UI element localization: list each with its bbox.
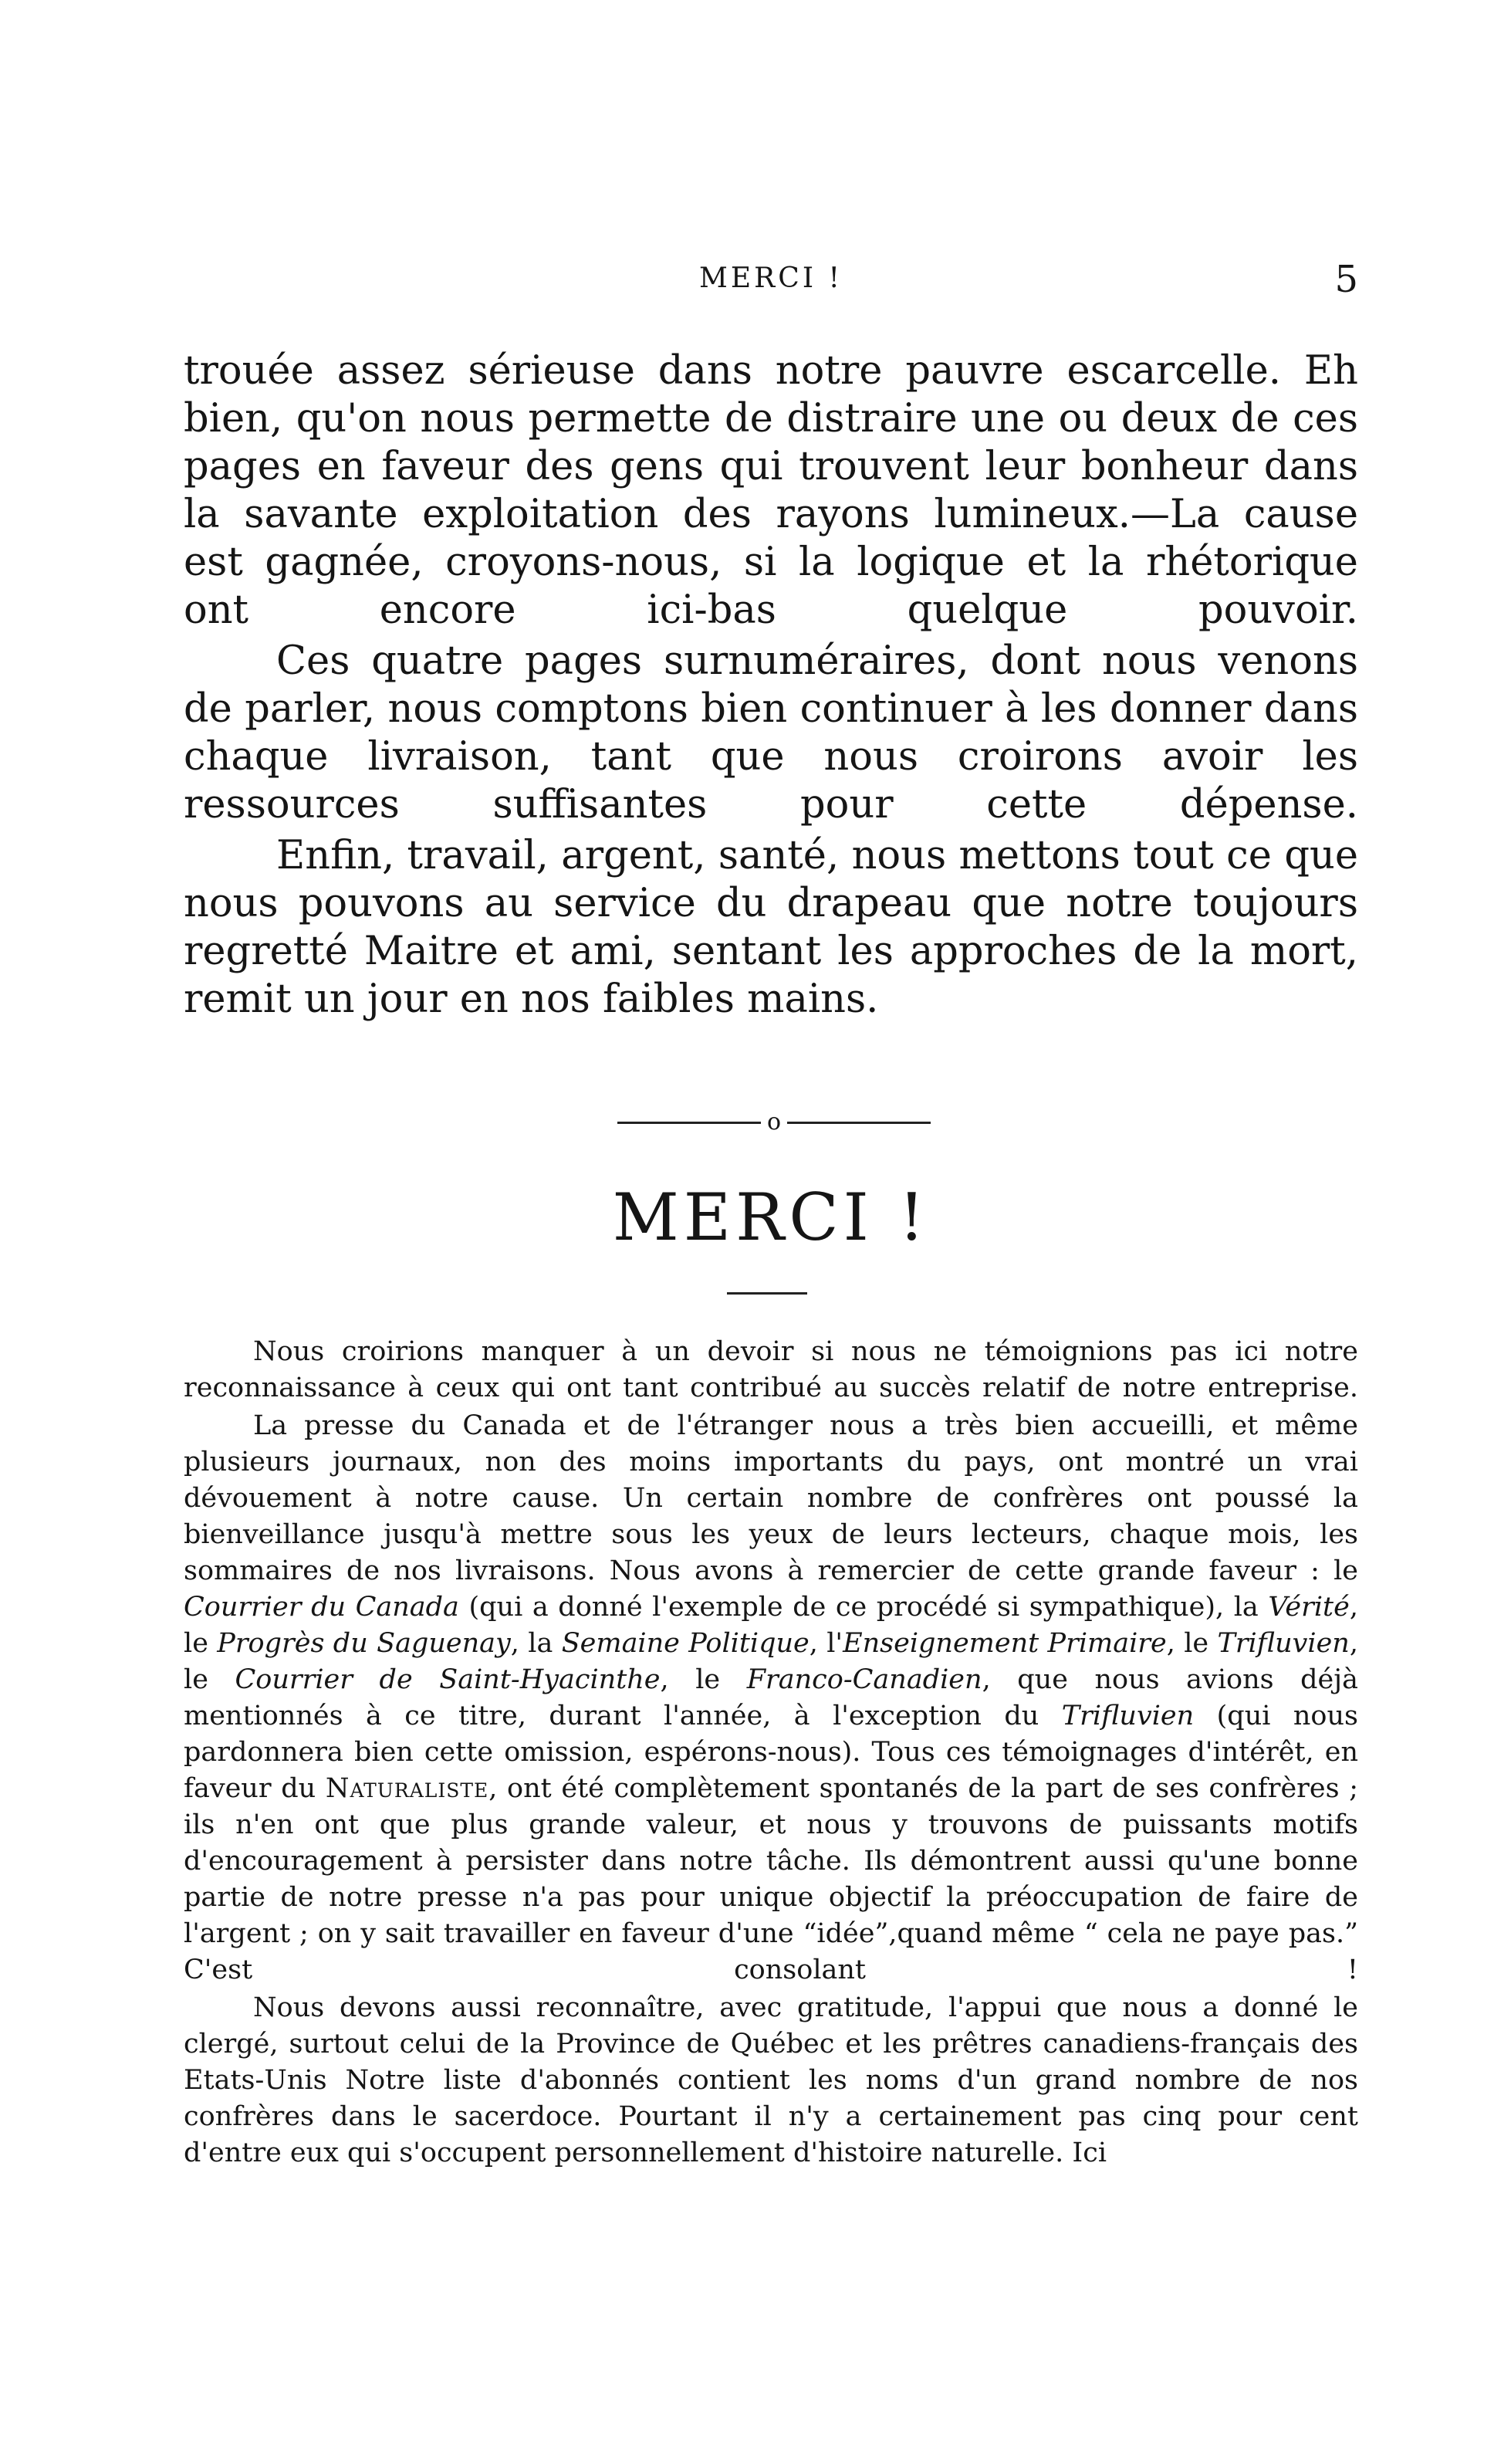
paragraph-press xyxy=(184,1408,1358,1988)
paragraph-continuation: trouée assez sérieuse dans notre pauvre escarcelle. Eh bien, qu'on nous permette de distraire une ou deux de ces pages en faveur des gens qui trouvent leur bonheur dans la savante exploitation des rayons lumineux.—La cause est gagnée, croyons-nous, si la logique et la rhétorique ont encore ici-bas quelque pouvoir. xyxy=(184,348,1358,633)
press-text-7: , le xyxy=(184,1628,1358,1695)
newspaper-progres-du-saguenay: Progrès du Saguenay xyxy=(217,1628,511,1659)
journal-name-naturaliste: Naturaliste xyxy=(325,1773,489,1804)
section-divider xyxy=(617,1107,931,1138)
newspaper-enseignement-primaire: Enseignement Primaire xyxy=(843,1628,1167,1659)
page-number: 5 xyxy=(1334,258,1358,301)
continued-text xyxy=(184,347,1358,1024)
newspaper-verite: Vérité xyxy=(1268,1592,1350,1623)
paragraph-clergy: Nous devons aussi reconnaître, avec gratitude, l'appui que nous a donné le clergé, surtout celui de la Province de Québec et les prêtres canadiens-français des Etats-Unis Notre liste d'abonnés contient les noms d'un grand nombre de nos confrères dans le sacerdoce. Pourtant il n'y a certainement pas cinq pour cent d'entre eux qui s'occupent personnellement d'histoire naturelle. Ici xyxy=(184,1992,1358,2168)
newspaper-courrier-de-saint-hyacinthe: Courrier de Saint-Hyacinthe xyxy=(235,1664,661,1695)
section-title: MERCI ! xyxy=(612,1180,930,1255)
newspaper-trifluvien-repeat: Trifluvien xyxy=(1061,1701,1195,1731)
paragraph-flag: Enfin, travail, argent, santé, nous mettons tout ce que nous pouvons au service du drapeau que notre toujours regretté Maitre et ami, sentant les approches de la mort, remit un jour en nos faibles mains. xyxy=(184,833,1358,1022)
press-text-9: , que nous avions déjà mentionnés à ce titre, durant l'année, à l'exception du xyxy=(184,1664,1358,1731)
press-text-10: (qui nous pardonnera bien cette omission, espérons-nous). Tous ces témoignages d'intérêt, en faveur du xyxy=(184,1701,1358,1804)
paragraph-supplementary-pages: Ces quatre pages surnuméraires, dont nous venons de parler, nous comptons bien continuer à les donner dans chaque livraison, tant que nous croirons avoir les ressources suffisantes pour cette dépense. xyxy=(184,638,1358,828)
running-header xyxy=(184,258,1358,309)
press-text-2: (qui a donné l'exemple de ce procédé si sympathique), la xyxy=(458,1592,1269,1623)
press-text-6: , le xyxy=(1166,1628,1218,1659)
running-title: MERCI ! xyxy=(699,262,843,294)
press-text-4: , la xyxy=(510,1628,562,1659)
merci-section-body xyxy=(184,1334,1358,2171)
newspaper-franco-canadien: Franco-Canadien xyxy=(746,1664,982,1695)
newspaper-semaine-politique: Semaine Politique xyxy=(561,1628,810,1659)
press-text-5: , l' xyxy=(809,1628,843,1659)
paragraph-gratitude: Nous croirions manquer à un devoir si nous ne témoignions pas ici notre reconnaissance à ceux qui ont tant contribué au succès relatif de notre entreprise. xyxy=(184,1336,1358,1403)
divider-line-left xyxy=(617,1122,761,1124)
newspaper-trifluvien: Trifluvien xyxy=(1217,1628,1350,1659)
press-text-11: , ont été complètement spontanés de la part de ses confrères ; ils n'en ont que plus grande valeur, et nous y trouvons de puissants motifs d'encouragement à persister dans notre tâche. Ils démontrent aussi qu'une bonne partie de notre presse n'a pas pour unique objectif la préoccupation de faire de l'argent ; on y sait travailler en faveur d'une “idée”,quand même “ cela ne paye pas.” C'est consolant ! xyxy=(184,1773,1358,1985)
press-text-1: La presse du Canada et de l'étranger nous a très bien accueilli, et même plusieurs journaux, non des moins importants du pays, ont montré un vrai dévouement à notre cause. Un certain nombre de confrères ont poussé la bienveillance jusqu'à mettre sous les yeux de leurs lecteurs, chaque mois, les sommaires de nos livraisons. Nous avons à remercier de cette grande faveur : le xyxy=(184,1410,1358,1586)
title-rule xyxy=(727,1292,807,1295)
divider-ornament: o xyxy=(766,1108,782,1136)
newspaper-courrier-du-canada: Courrier du Canada xyxy=(184,1592,459,1623)
divider-line-right xyxy=(787,1122,931,1124)
press-text-8: , le xyxy=(660,1664,747,1695)
press-text-3: , le xyxy=(184,1592,1358,1659)
